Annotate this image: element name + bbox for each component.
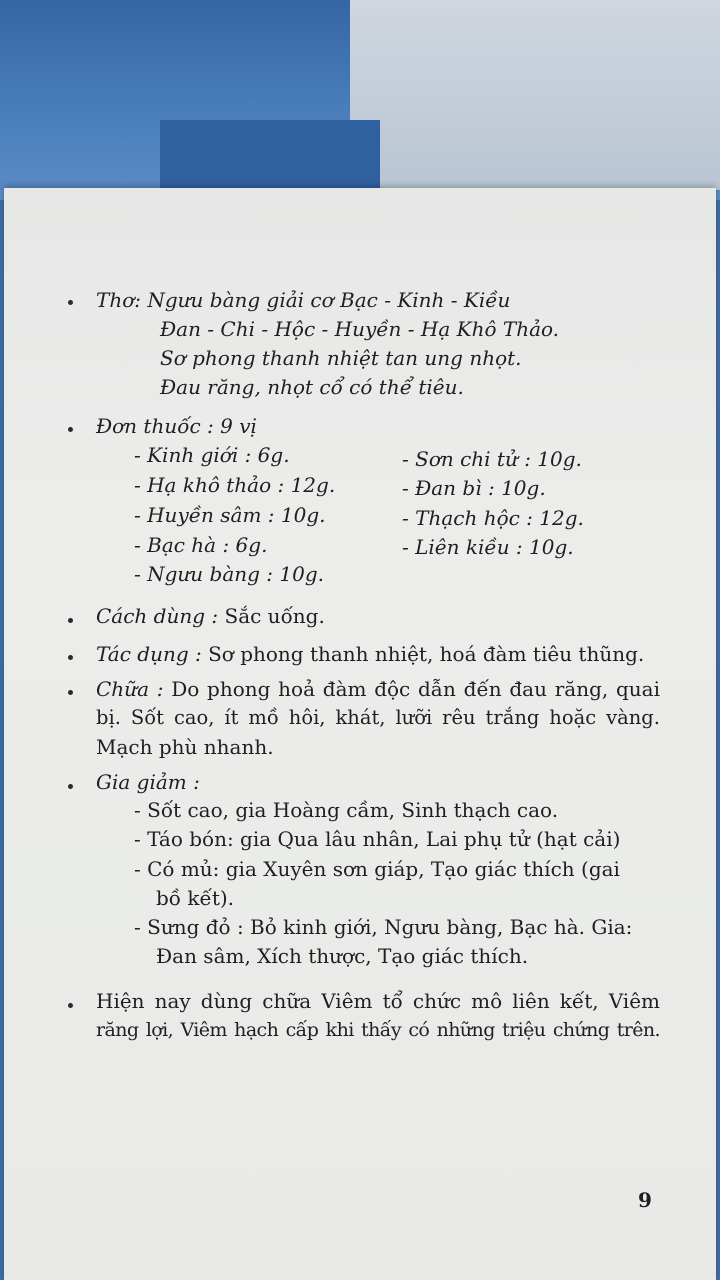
bullet (68, 1003, 73, 1008)
book-page (4, 188, 716, 1280)
bullet (68, 427, 73, 432)
poem-line-4: Đau răng, nhọt cổ có thể tiêu. (160, 375, 464, 399)
effect-label: Tác dụng : (96, 642, 202, 666)
ingredient-left-3: - Huyền sâm : 10g. (134, 503, 326, 527)
bullet (68, 618, 73, 623)
page-number: 9 (638, 1188, 652, 1212)
treat-line-1 (96, 677, 660, 701)
ingredient-right-4: - Liên kiều : 10g. (402, 535, 574, 559)
adjust-item-4: - Sưng đỏ : Bỏ kinh giới, Ngưu bàng, Bạc hà. Gia: (134, 915, 633, 939)
poem-text-1: Ngưu bàng giải cơ Bạc - Kinh - Kiều (147, 288, 511, 312)
poem-label: Thơ: (96, 288, 141, 312)
effect-line (96, 642, 644, 666)
adjust-title: Gia giảm : (96, 770, 200, 794)
ingredient-left-5: - Ngưu bàng : 10g. (134, 562, 325, 586)
adjust-item-3-cont: bồ kết). (156, 886, 235, 910)
treat-text-1: Do phong hoả đàm độc dẫn đến đau răng, quai (171, 677, 660, 701)
ingredient-right-3: - Thạch hộc : 12g. (402, 506, 584, 530)
adjust-item-2: - Táo bón: gia Qua lâu nhân, Lai phụ tử (hạt cải) (134, 827, 621, 851)
usage-text: Sắc uống. (224, 604, 325, 628)
treat-line-2: bị. Sốt cao, ít mồ hôi, khát, lưỡi rêu trắng hoặc vàng. (96, 706, 660, 729)
ingredient-right-2: - Đan bì : 10g. (402, 476, 546, 500)
ingredient-left-1: - Kinh giới : 6g. (134, 443, 290, 467)
bullet (68, 784, 73, 789)
background-wall (350, 0, 720, 190)
poem-line-1 (96, 288, 510, 312)
bullet (68, 300, 73, 305)
bullet (68, 690, 73, 695)
treat-label: Chữa : (96, 677, 164, 701)
effect-text: Sơ phong thanh nhiệt, hoá đàm tiêu thũng. (208, 642, 645, 666)
ingredient-left-4: - Bạc hà : 6g. (134, 533, 268, 557)
current-line-2: răng lợi, Viêm hạch cấp khi thấy có những triệu chứng trên. (96, 1019, 660, 1041)
usage-line (96, 604, 325, 628)
current-line-1: Hiện nay dùng chữa Viêm tổ chức mô liên kết, Viêm (96, 989, 660, 1013)
bullet (68, 655, 73, 660)
adjust-item-1: - Sốt cao, gia Hoàng cầm, Sinh thạch cao. (134, 798, 559, 822)
poem-line-2: Đan - Chi - Hộc - Huyền - Hạ Khô Thảo. (160, 317, 560, 341)
adjust-item-3: - Có mủ: gia Xuyên sơn giáp, Tạo giác thích (gai (134, 857, 620, 881)
poem-line-3: Sơ phong thanh nhiệt tan ung nhọt. (160, 346, 522, 370)
ingredient-left-2: - Hạ khô thảo : 12g. (134, 473, 336, 497)
prescription-title: Đơn thuốc : 9 vị (96, 414, 257, 438)
ingredient-right-1: - Sơn chi tử : 10g. (402, 447, 582, 471)
treat-line-3: Mạch phù nhanh. (96, 735, 274, 759)
adjust-item-4-cont: Đan sâm, Xích thược, Tạo giác thích. (156, 944, 529, 968)
usage-label: Cách dùng : (96, 604, 219, 628)
